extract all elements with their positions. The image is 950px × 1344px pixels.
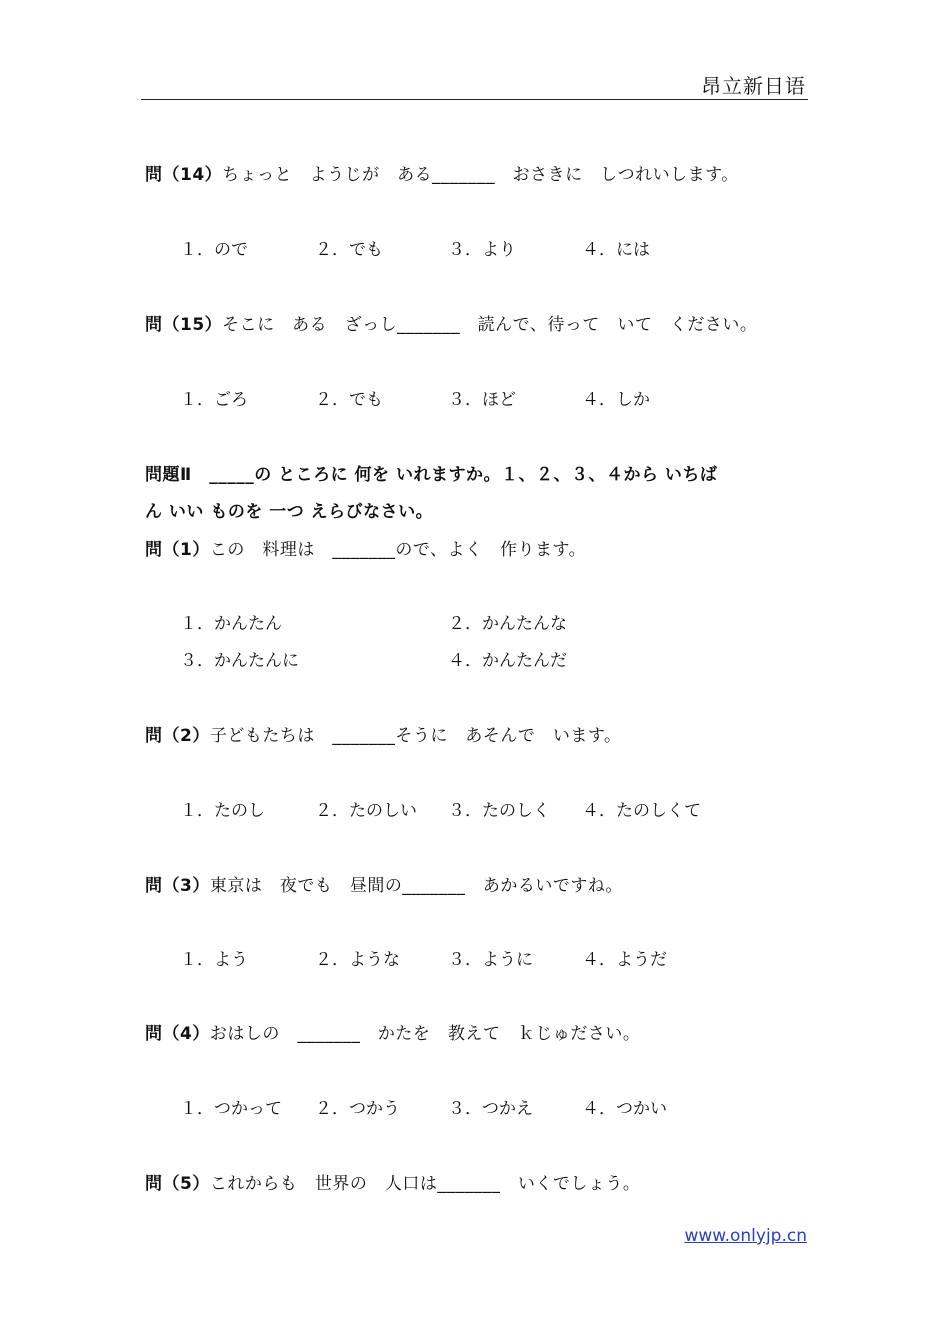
option-4: ４．たのしくて	[582, 801, 701, 821]
option-2: ２．たのしい	[315, 801, 417, 821]
option-4: ４．ようだ	[582, 950, 667, 970]
option-2: ２．でも	[315, 390, 383, 410]
option-3: ３．かんたんに	[180, 651, 299, 671]
question-3	[145, 871, 623, 896]
question-text: おはしの _______ かたを 教えて ｋじゅださい。	[209, 1024, 641, 1044]
question-label: 問（4）	[145, 1024, 210, 1044]
option-4: ４．かんたんだ	[448, 651, 567, 671]
question-label: 問（3）	[145, 876, 210, 896]
option-1: １．ので	[180, 240, 248, 260]
option-4: ４．には	[582, 240, 650, 260]
question-text: ちょっと ようじが ある_______ おさきに しつれいします。	[222, 165, 739, 185]
question-4	[145, 1019, 640, 1044]
option-4: ４．しか	[582, 390, 650, 410]
option-3: ３．たのしく	[448, 801, 550, 821]
question-text: 東京は 夜でも 昼間の_______ あかるいですね。	[209, 876, 623, 896]
question-14	[145, 160, 739, 185]
option-4: ４．つかい	[582, 1099, 667, 1119]
question-text: この 料理は _______ので、よく 作ります。	[209, 540, 587, 560]
option-2: ２．つかう	[315, 1099, 400, 1119]
option-3: ３．ほど	[448, 390, 516, 410]
option-1: １．つかって	[180, 1099, 282, 1119]
question-text: そこに ある ざっし_______ 読んで、待って いて ください。	[222, 315, 758, 335]
question-15	[145, 310, 757, 335]
question-label: 問（5）	[145, 1174, 210, 1194]
question-1	[145, 535, 586, 560]
option-3: ３．つかえ	[448, 1099, 533, 1119]
option-2: ２．でも	[315, 240, 383, 260]
brand-logo-text: 昂立新日语	[701, 74, 806, 98]
question-label: 問（1）	[145, 540, 210, 560]
option-3: ３．より	[448, 240, 516, 260]
page-header	[141, 66, 808, 100]
question-label: 問（14）	[145, 165, 223, 185]
section-2-instruction-line-1: 問題Ⅱ _____の ところに 何を いれますか。１、２、３、４から いちば	[145, 465, 718, 485]
question-text: 子どもたちは _______そうに あそんで います。	[209, 726, 622, 746]
footer-website-link[interactable]: www.onlyjp.cn	[684, 1226, 807, 1246]
option-2: ２．ような	[315, 950, 400, 970]
question-label: 問（2）	[145, 726, 210, 746]
question-label: 問（15）	[145, 315, 223, 335]
section-2-instruction-line-2: ん いい ものを 一つ えらびなさい。	[145, 502, 434, 522]
option-3: ３．ように	[448, 950, 533, 970]
question-text: これからも 世界の 人口は_______ いくでしょう。	[209, 1174, 641, 1194]
question-5	[145, 1169, 640, 1194]
option-1: １．たのし	[180, 801, 265, 821]
option-1: １．かんたん	[180, 614, 282, 634]
option-1: １．よう	[180, 950, 248, 970]
question-2	[145, 721, 621, 746]
option-1: １．ごろ	[180, 390, 248, 410]
option-2: ２．かんたんな	[448, 614, 567, 634]
